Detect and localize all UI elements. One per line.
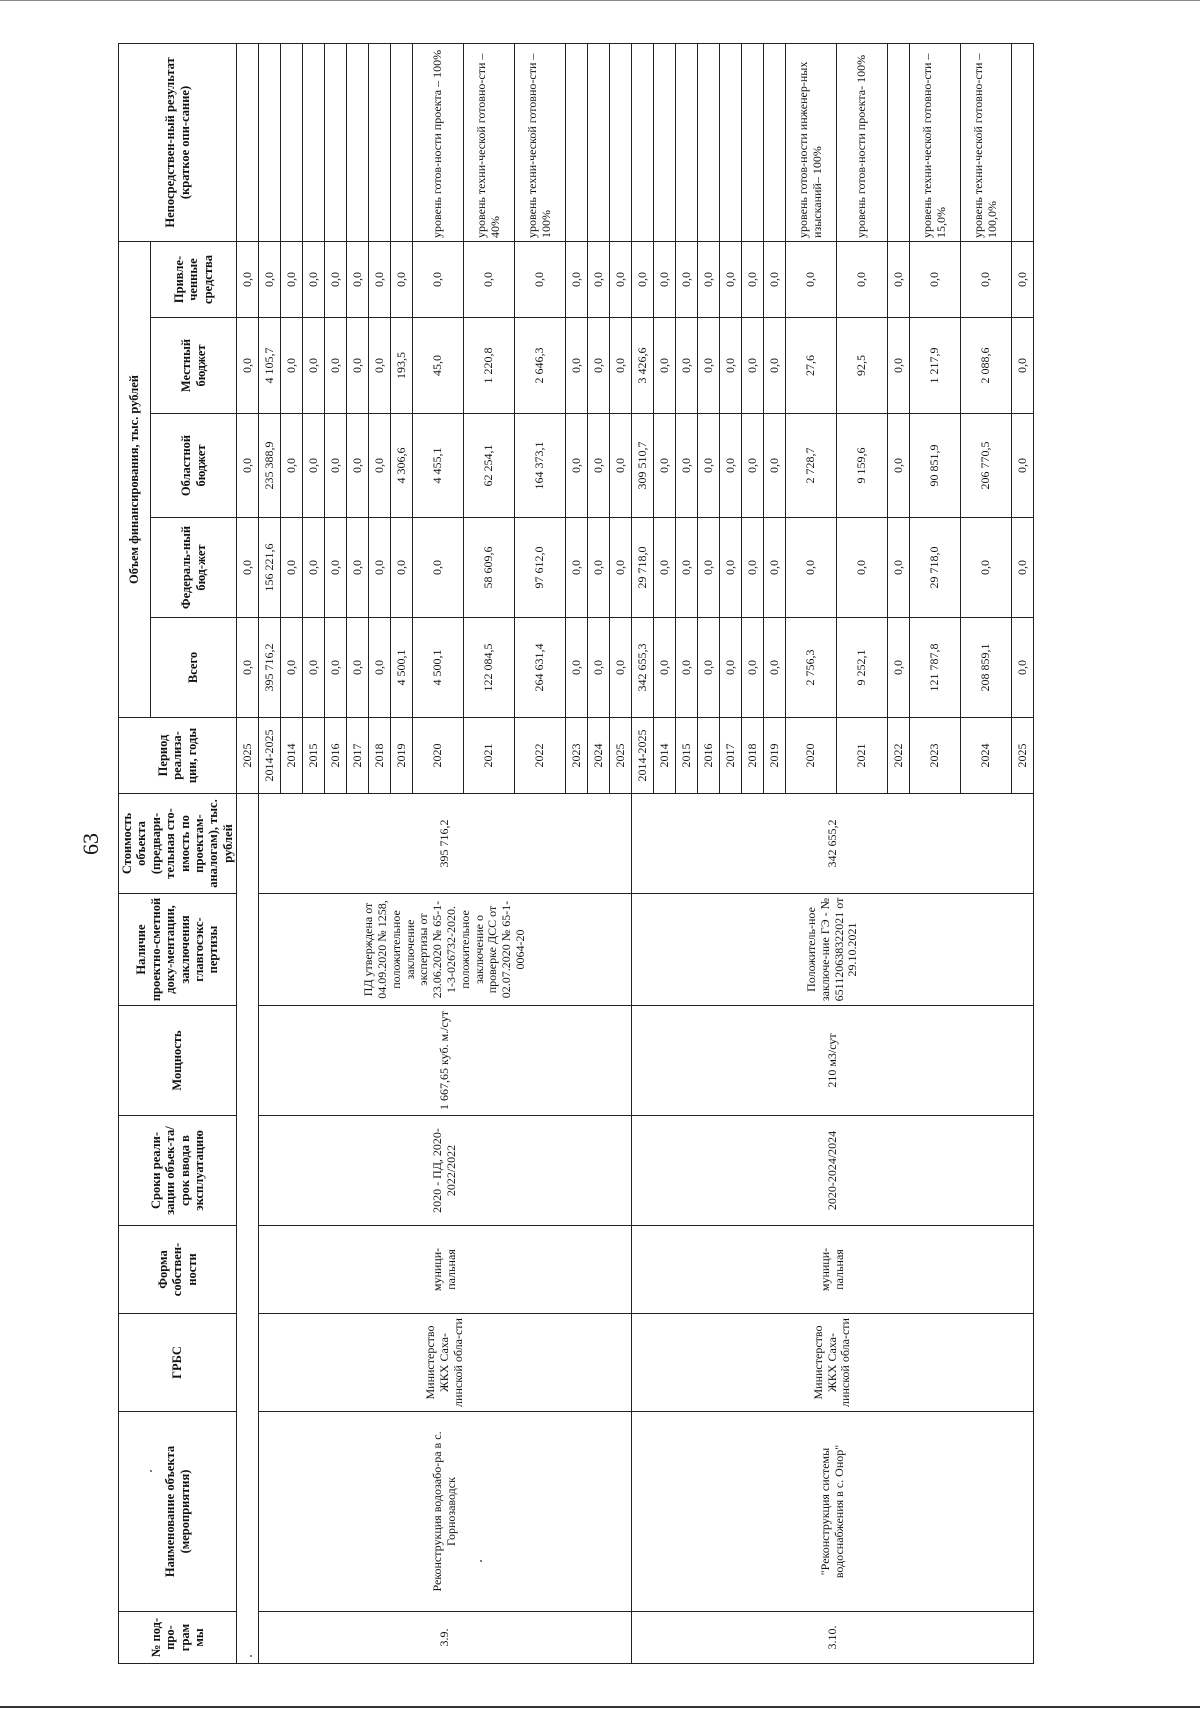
cell-local: 193,5 — [391, 318, 413, 414]
cell-result — [588, 43, 610, 241]
cell-attracted: 0,0 — [325, 241, 347, 317]
cell-attracted: 0,0 — [632, 241, 654, 317]
cell-total: 121 787,8 — [910, 618, 961, 718]
cell-regional: 206 770,5 — [961, 414, 1012, 518]
header-name: Наименование объекта (мероприятия) — [119, 1412, 237, 1612]
spacer-cell — [237, 794, 259, 1664]
cell-total: 0,0 — [325, 618, 347, 718]
cell-period: 2020 — [413, 718, 464, 794]
cell-terms: 2020 - ПД, 2020-2022/2022 — [259, 1116, 632, 1226]
cell-result — [720, 43, 742, 241]
cell-result — [654, 43, 676, 241]
cell-total: 0,0 — [764, 618, 786, 718]
cell-regional: 0,0 — [1012, 414, 1034, 518]
cell-total: 0,0 — [281, 618, 303, 718]
cell-capacity: 210 м3/сут — [632, 1006, 1034, 1116]
header-row-1 — [119, 43, 151, 1663]
cell-regional: 0,0 — [566, 414, 588, 518]
scan-speck — [150, 1470, 152, 1472]
cell-local: 0,0 — [610, 318, 632, 414]
cell-regional: 235 388,9 — [259, 414, 281, 518]
cell-local: 0,0 — [742, 318, 764, 414]
cell-federal: 0,0 — [654, 518, 676, 618]
cell-regional: 164 373,1 — [515, 414, 566, 518]
cell-period: 2021 — [464, 718, 515, 794]
cell-total: 0,0 — [720, 618, 742, 718]
cell-regional: 0,0 — [764, 414, 786, 518]
table-row — [259, 43, 281, 1663]
cell-federal: 0,0 — [837, 518, 888, 618]
cell-period: 2015 — [303, 718, 325, 794]
cell-result: уровень техни-ческой готовно-сти – 100,0% — [961, 43, 1012, 241]
cell-total: 9 252,1 — [837, 618, 888, 718]
header-attracted: Привле-ченные средства — [151, 241, 237, 317]
cell-result: уровень техни-ческой готовно-сти – 40% — [464, 43, 515, 241]
cell-local: 1 217,9 — [910, 318, 961, 414]
cell-period: 2024 — [588, 718, 610, 794]
cell-total: 2 756,3 — [786, 618, 837, 718]
cell-object-name: "Реконструкция системы водоснабжения в с. Онор" — [632, 1412, 1034, 1612]
cell-attracted: 0,0 — [566, 241, 588, 317]
table-row — [632, 43, 654, 1663]
cell-num: 3.10. — [632, 1612, 1034, 1664]
cell-num: 3.9. — [259, 1612, 632, 1664]
cell-attracted: 0,0 — [588, 241, 610, 317]
cell-local: 4 105,7 — [259, 318, 281, 414]
cell-local: 1 220,8 — [464, 318, 515, 414]
header-local: Местный бюджет — [151, 318, 237, 414]
cell-federal: 0,0 — [698, 518, 720, 618]
cell-regional: 0,0 — [720, 414, 742, 518]
cell-cost: 395 716,2 — [259, 794, 632, 894]
cell-attracted: 0,0 — [237, 241, 259, 317]
cell-total: 264 631,4 — [515, 618, 566, 718]
cell-attracted: 0,0 — [764, 241, 786, 317]
cell-period: 2024 — [961, 718, 1012, 794]
cell-result — [281, 43, 303, 241]
cell-total: 342 655,3 — [632, 618, 654, 718]
program-table — [118, 43, 1034, 1664]
cell-result: уровень готов-ности проекта – 100% — [413, 43, 464, 241]
header-ownership: Форма собствен-ности — [119, 1226, 237, 1314]
cell-result — [391, 43, 413, 241]
cell-federal: 0,0 — [588, 518, 610, 618]
cell-period: 2019 — [391, 718, 413, 794]
scan-border-top — [0, 0, 1200, 1]
cell-period: 2014-2025 — [632, 718, 654, 794]
table-row-top — [237, 43, 259, 1663]
cell-attracted: 0,0 — [303, 241, 325, 317]
cell-attracted: 0,0 — [742, 241, 764, 317]
cell-local: 0,0 — [325, 318, 347, 414]
cell-total: 0,0 — [654, 618, 676, 718]
scan-speck — [480, 1560, 482, 1562]
cell-local: 0,0 — [720, 318, 742, 414]
cell-federal: 0,0 — [961, 518, 1012, 618]
cell-attracted: 0,0 — [610, 241, 632, 317]
cell-result — [566, 43, 588, 241]
cell-period: 2022 — [888, 718, 910, 794]
cell-result — [764, 43, 786, 241]
cell-federal: 0,0 — [786, 518, 837, 618]
cell-federal: 0,0 — [281, 518, 303, 618]
cell-regional: 0,0 — [676, 414, 698, 518]
cell-period: 2023 — [910, 718, 961, 794]
header-docs: Наличие проектно-сметной доку-ментации, заключения главгосэкс-пертизы — [119, 894, 237, 1006]
cell-regional: 0,0 — [325, 414, 347, 518]
table-container — [118, 44, 1068, 1664]
cell-local: 0,0 — [303, 318, 325, 414]
cell-federal: 0,0 — [237, 518, 259, 618]
cell-period: 2025 — [610, 718, 632, 794]
cell-total: 0,0 — [369, 618, 391, 718]
cell-docs: Положитель-ное заключе-ние ГЭ - № 651120638322021 от 29.10.2021 — [632, 894, 1034, 1006]
cell-regional: 309 510,7 — [632, 414, 654, 518]
cell-local: 2 088,6 — [961, 318, 1012, 414]
cell-regional: 0,0 — [654, 414, 676, 518]
cell-attracted: 0,0 — [888, 241, 910, 317]
cell-result — [303, 43, 325, 241]
cell-federal: 58 609,6 — [464, 518, 515, 618]
cell-attracted: 0,0 — [910, 241, 961, 317]
cell-total: 0,0 — [347, 618, 369, 718]
cell-period: 2016 — [325, 718, 347, 794]
cell-period: 2014 — [281, 718, 303, 794]
cell-period: 2021 — [837, 718, 888, 794]
cell-federal: 0,0 — [303, 518, 325, 618]
cell-federal: 0,0 — [888, 518, 910, 618]
cell-local: 2 646,3 — [515, 318, 566, 414]
cell-federal: 0,0 — [325, 518, 347, 618]
cell-period: 2018 — [742, 718, 764, 794]
cell-attracted: 0,0 — [786, 241, 837, 317]
cell-federal: 0,0 — [720, 518, 742, 618]
cell-federal: 0,0 — [742, 518, 764, 618]
cell-federal: 0,0 — [413, 518, 464, 618]
cell-local: 0,0 — [566, 318, 588, 414]
cell-total: 0,0 — [610, 618, 632, 718]
cell-regional: 0,0 — [347, 414, 369, 518]
cell-regional: 0,0 — [303, 414, 325, 518]
cell-regional: 0,0 — [610, 414, 632, 518]
cell-local: 0,0 — [281, 318, 303, 414]
cell-result — [888, 43, 910, 241]
cell-result — [347, 43, 369, 241]
cell-result: уровень техни-ческой готовно-сти – 100% — [515, 43, 566, 241]
cell-period: 2025 — [237, 718, 259, 794]
cell-result — [259, 43, 281, 241]
cell-attracted: 0,0 — [281, 241, 303, 317]
cell-cost: 342 655,2 — [632, 794, 1034, 894]
cell-result: уровень техни-ческой готовно-сти – 15,0% — [910, 43, 961, 241]
cell-total: 0,0 — [303, 618, 325, 718]
cell-result — [742, 43, 764, 241]
page-number: 63 — [78, 833, 103, 855]
cell-attracted: 0,0 — [391, 241, 413, 317]
cell-attracted: 0,0 — [676, 241, 698, 317]
cell-federal: 29 718,0 — [910, 518, 961, 618]
scan-speck — [250, 1655, 252, 1657]
cell-result — [237, 43, 259, 241]
cell-federal: 0,0 — [347, 518, 369, 618]
cell-local: 0,0 — [237, 318, 259, 414]
cell-local: 92,5 — [837, 318, 888, 414]
cell-local: 0,0 — [369, 318, 391, 414]
cell-period: 2017 — [720, 718, 742, 794]
cell-local: 45,0 — [413, 318, 464, 414]
cell-attracted: 0,0 — [720, 241, 742, 317]
cell-period: 2020 — [786, 718, 837, 794]
cell-federal: 0,0 — [566, 518, 588, 618]
cell-federal: 0,0 — [610, 518, 632, 618]
cell-local: 0,0 — [676, 318, 698, 414]
cell-period: 2016 — [698, 718, 720, 794]
cell-total: 0,0 — [888, 618, 910, 718]
cell-federal: 0,0 — [391, 518, 413, 618]
cell-period: 2014-2025 — [259, 718, 281, 794]
cell-docs: ПД утверждена от 04.09.2020 № 1258, положительное заключение экспертизы от 23.06.2020 № 65-1-1-3-026732-2020. положительное заключение о проверке ДСС от 02.07.2020 № 65-1-0064-20 — [259, 894, 632, 1006]
header-num: № под-про-грам мы — [119, 1612, 237, 1664]
cell-attracted: 0,0 — [413, 241, 464, 317]
cell-federal: 97 612,0 — [515, 518, 566, 618]
cell-local: 0,0 — [698, 318, 720, 414]
header-grbs: ГРБС — [119, 1314, 237, 1412]
cell-local: 0,0 — [347, 318, 369, 414]
cell-total: 208 859,1 — [961, 618, 1012, 718]
cell-terms: 2020-2024/2024 — [632, 1116, 1034, 1226]
header-total: Всего — [151, 618, 237, 718]
cell-attracted: 0,0 — [654, 241, 676, 317]
cell-federal: 156 221,6 — [259, 518, 281, 618]
header-capacity: Мощность — [119, 1006, 237, 1116]
cell-regional: 4 306,6 — [391, 414, 413, 518]
cell-grbs: Министерство ЖКХ Саха-линской обла-сти — [259, 1314, 632, 1412]
cell-total: 0,0 — [588, 618, 610, 718]
cell-regional: 90 851,9 — [910, 414, 961, 518]
cell-federal: 0,0 — [764, 518, 786, 618]
header-result: Непосредствен-ный результат (краткое опи-сание) — [119, 43, 237, 241]
cell-regional: 0,0 — [742, 414, 764, 518]
cell-result: уровень готов-ности инженер-ных изысканий– 100% — [786, 43, 837, 241]
table-body — [237, 43, 1034, 1663]
cell-grbs: Министерство ЖКХ Саха-линской обла-сти — [632, 1314, 1034, 1412]
cell-federal: 0,0 — [676, 518, 698, 618]
cell-attracted: 0,0 — [961, 241, 1012, 317]
cell-regional: 0,0 — [281, 414, 303, 518]
header-terms: Сроки реали-зации объек-та/срок ввода в эксплуатацию — [119, 1116, 237, 1226]
cell-attracted: 0,0 — [259, 241, 281, 317]
cell-local: 0,0 — [888, 318, 910, 414]
cell-attracted: 0,0 — [515, 241, 566, 317]
cell-federal: 0,0 — [369, 518, 391, 618]
cell-result — [369, 43, 391, 241]
cell-ownership: муници-пальная — [632, 1226, 1034, 1314]
cell-local: 0,0 — [588, 318, 610, 414]
header-federal: Федераль-ный бюд-жет — [151, 518, 237, 618]
cell-regional: 9 159,6 — [837, 414, 888, 518]
cell-total: 0,0 — [237, 618, 259, 718]
cell-total: 4 500,1 — [391, 618, 413, 718]
header-cost: Стоимость объекта (предвари-тельная сто-имость по проектам-аналогам), тыс. рублей — [119, 794, 237, 894]
cell-total: 0,0 — [742, 618, 764, 718]
scan-border-bottom — [0, 1706, 1200, 1708]
cell-regional: 0,0 — [369, 414, 391, 518]
header-regional: Областной бюджет — [151, 414, 237, 518]
cell-total: 0,0 — [566, 618, 588, 718]
cell-result: уровень готов-ности проекта- 100% — [837, 43, 888, 241]
cell-regional: 62 254,1 — [464, 414, 515, 518]
cell-regional: 0,0 — [588, 414, 610, 518]
cell-attracted: 0,0 — [347, 241, 369, 317]
cell-total: 122 084,5 — [464, 618, 515, 718]
cell-result — [325, 43, 347, 241]
cell-total: 395 716,2 — [259, 618, 281, 718]
cell-result — [632, 43, 654, 241]
cell-total: 0,0 — [676, 618, 698, 718]
cell-regional: 0,0 — [698, 414, 720, 518]
cell-attracted: 0,0 — [837, 241, 888, 317]
cell-total: 4 500,1 — [413, 618, 464, 718]
cell-regional: 0,0 — [237, 414, 259, 518]
cell-total: 0,0 — [1012, 618, 1034, 718]
cell-period: 2019 — [764, 718, 786, 794]
cell-total: 0,0 — [698, 618, 720, 718]
cell-attracted: 0,0 — [464, 241, 515, 317]
cell-result — [610, 43, 632, 241]
cell-period: 2023 — [566, 718, 588, 794]
cell-period: 2014 — [654, 718, 676, 794]
cell-period: 2022 — [515, 718, 566, 794]
cell-period: 2018 — [369, 718, 391, 794]
cell-regional: 2 728,7 — [786, 414, 837, 518]
cell-local: 27,6 — [786, 318, 837, 414]
cell-attracted: 0,0 — [698, 241, 720, 317]
cell-local: 3 426,6 — [632, 318, 654, 414]
cell-period: 2025 — [1012, 718, 1034, 794]
cell-regional: 0,0 — [888, 414, 910, 518]
cell-result — [698, 43, 720, 241]
cell-attracted: 0,0 — [1012, 241, 1034, 317]
cell-federal: 29 718,0 — [632, 518, 654, 618]
cell-regional: 4 455,1 — [413, 414, 464, 518]
cell-local: 0,0 — [654, 318, 676, 414]
cell-local: 0,0 — [764, 318, 786, 414]
cell-local: 0,0 — [1012, 318, 1034, 414]
cell-object-name: Реконструкция водозабо-ра в с. Горнозаводск — [259, 1412, 632, 1612]
header-period: Период реализа-ции, годы — [119, 718, 237, 794]
cell-capacity: 1 667,65 куб. м./сут — [259, 1006, 632, 1116]
cell-federal: 0,0 — [1012, 518, 1034, 618]
cell-period: 2017 — [347, 718, 369, 794]
cell-ownership: муници-пальная — [259, 1226, 632, 1314]
cell-result — [1012, 43, 1034, 241]
cell-period: 2015 — [676, 718, 698, 794]
cell-result — [676, 43, 698, 241]
header-funding: Объем финансирования, тыс. рублей — [119, 241, 151, 717]
cell-attracted: 0,0 — [369, 241, 391, 317]
